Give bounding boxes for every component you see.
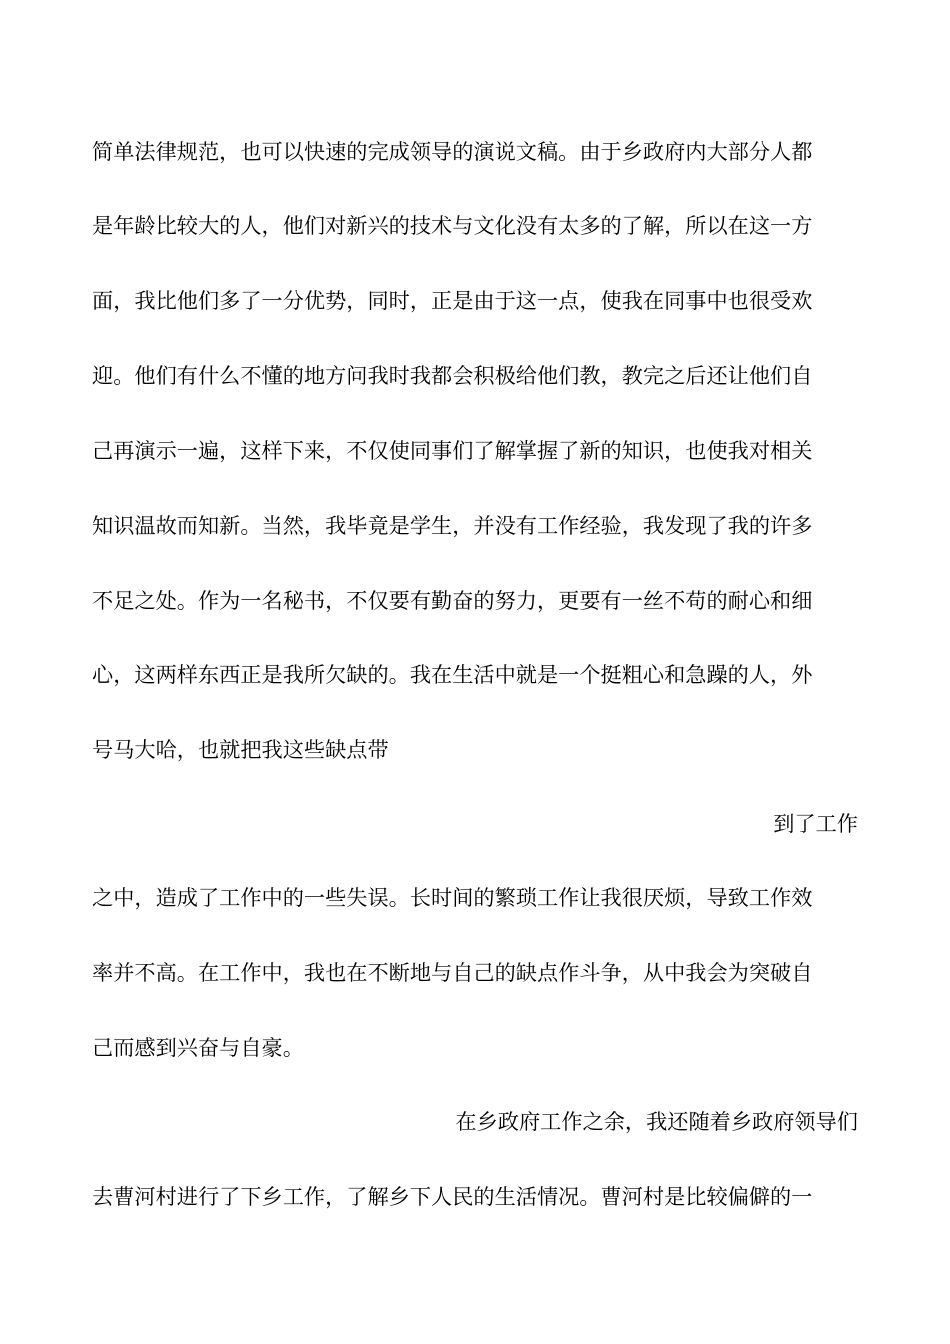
text-line-right-aligned: 到了工作 xyxy=(773,811,858,836)
text-line: 心，这两样东西正是我所欠缺的。我在生活中就是一个挺粗心和急躁的人，外 xyxy=(92,662,813,687)
text-line: 率并不高。在工作中，我也在不断地与自己的缺点作斗争，从中我会为突破自 xyxy=(92,960,813,985)
text-line: 不足之处。作为一名秘书，不仅要有勤奋的努力，更要有一丝不苟的耐心和细 xyxy=(92,588,813,613)
text-line: 是年龄比较大的人，他们对新兴的技术与文化没有太多的了解，所以在这一方 xyxy=(92,213,813,238)
text-line: 己再演示一遍，这样下来，不仅使同事们了解掌握了新的知识，也使我对相关 xyxy=(92,438,813,463)
text-line: 迎。他们有什么不懂的地方问我时我都会积极给他们教，教完之后还让他们自 xyxy=(92,363,813,388)
text-line: 号马大哈，也就把我这些缺点带 xyxy=(92,737,389,762)
text-line: 简单法律规范，也可以快速的完成领导的演说文稿。由于乡政府内大部分人都 xyxy=(92,139,813,164)
text-line: 面，我比他们多了一分优势，同时，正是由于这一点，使我在同事中也很受欢 xyxy=(92,288,813,313)
paragraph-first-line: 在乡政府工作之余，我还随着乡政府领导们 xyxy=(455,1109,858,1134)
text-line: 去曹河村进行了下乡工作，了解乡下人民的生活情况。曹河村是比较偏僻的一 xyxy=(92,1184,813,1209)
text-line: 之中，造成了工作中的一些失误。长时间的繁琐工作让我很厌烦，导致工作效 xyxy=(92,885,813,910)
text-line: 己而感到兴奋与自豪。 xyxy=(92,1035,304,1060)
text-line: 知识温故而知新。当然，我毕竟是学生，并没有工作经验，我发现了我的许多 xyxy=(92,513,813,538)
